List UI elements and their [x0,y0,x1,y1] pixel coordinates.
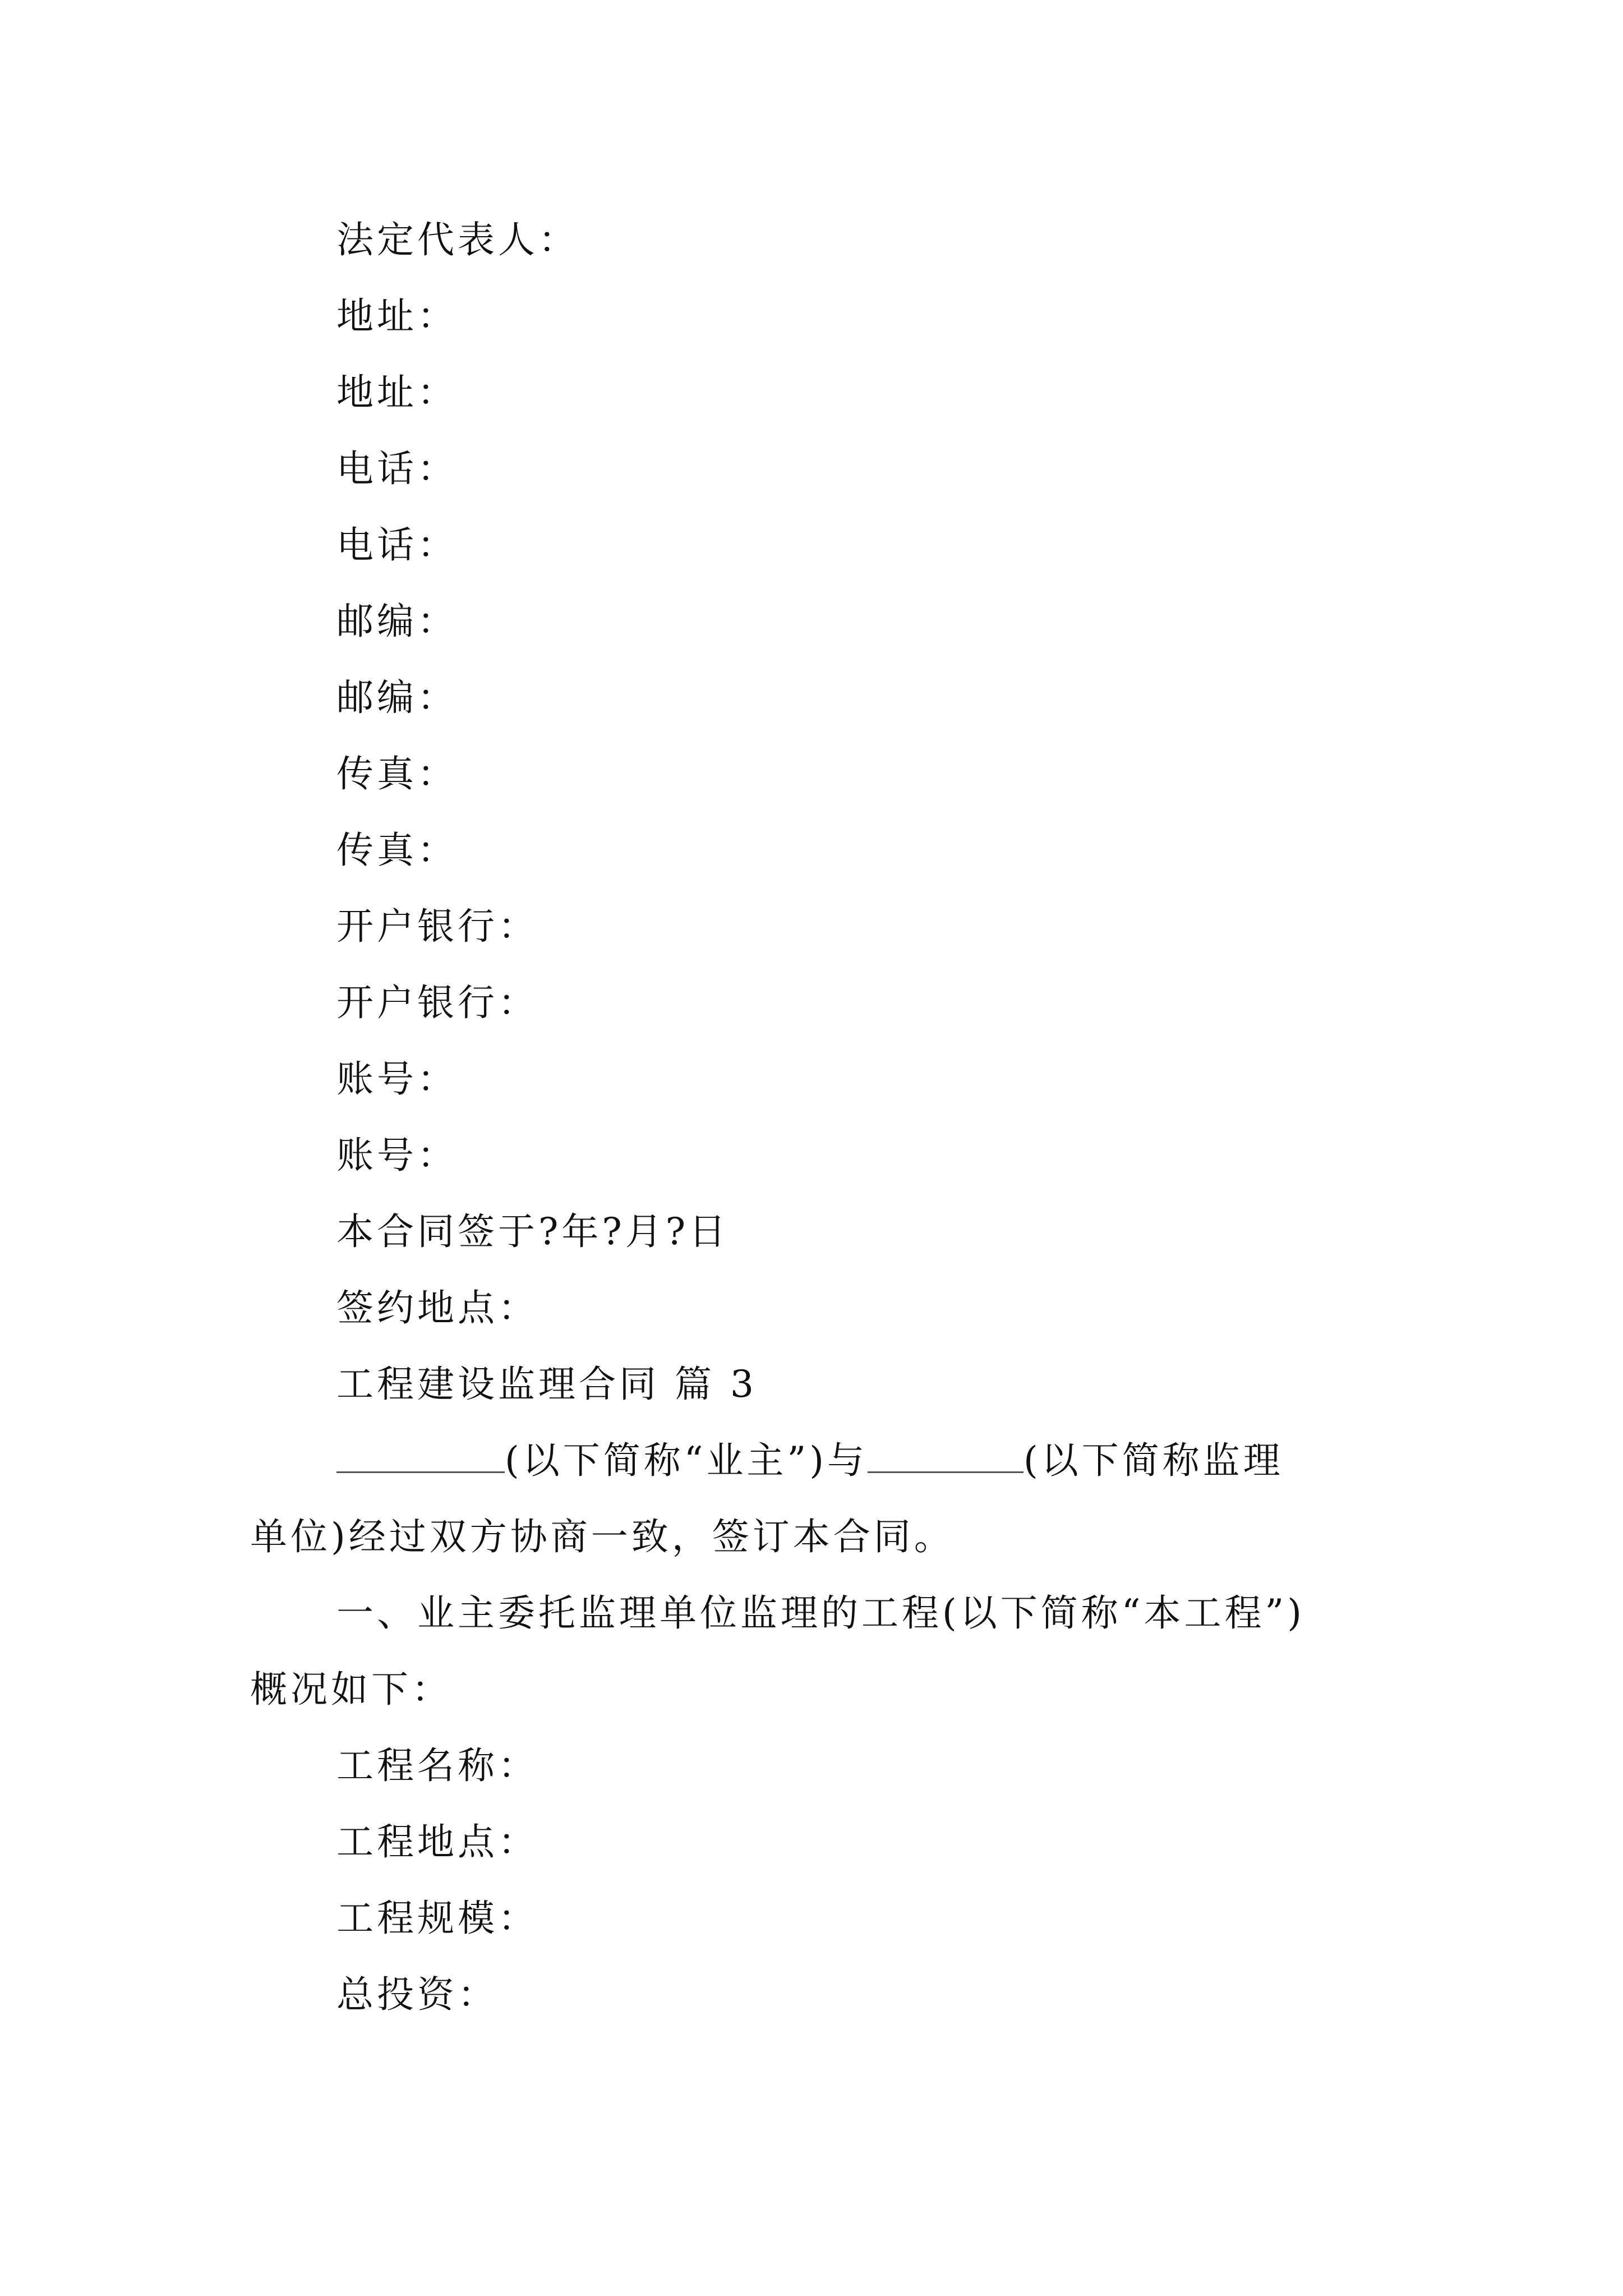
field-legal-representative: 法定代表人： [336,218,579,261]
field-address: 地址： [336,295,458,338]
field-phone: 电话： [336,447,458,490]
intro-paragraph [250,1423,1433,1499]
field-total-investment: 总投资： [336,1973,498,2016]
field-project-name: 工程名称： [336,1744,538,1787]
field-address: 地址： [336,371,458,414]
field-bank: 开户银行： [336,981,538,1024]
intro-paragraph-continuation: 单位)经过双方协商一致，签订本合同。 [250,1515,955,1558]
article-one-continuation: 概况如下： [250,1668,452,1711]
field-phone: 电话： [336,523,458,567]
intro-text-owner: (以下简称“业主”)与 [505,1439,868,1482]
intro-text-supervisor: (以下简称监理 [1023,1439,1284,1482]
field-bank: 开户银行： [336,905,538,948]
field-account: 账号： [336,1057,458,1101]
field-project-location: 工程地点： [336,1820,538,1864]
field-project-scale: 工程规模： [336,1897,538,1940]
field-account: 账号： [336,1134,458,1177]
article-one: 一、业主委托监理单位监理的工程(以下简称“本工程”) [336,1591,1305,1635]
field-postcode: 邮编： [336,676,458,719]
signing-place: 签约地点： [336,1286,538,1329]
section-heading: 工程建设监理合同 篇 3 [336,1363,757,1406]
signing-date: 本合同签于?年?月?日 [336,1210,730,1253]
field-fax: 传真： [336,829,458,872]
field-fax: 传真： [336,752,458,795]
owner-blank-line [336,1437,505,1473]
field-postcode: 邮编： [336,600,458,643]
supervisor-blank-line [868,1437,1023,1473]
document-body [250,202,1433,2033]
